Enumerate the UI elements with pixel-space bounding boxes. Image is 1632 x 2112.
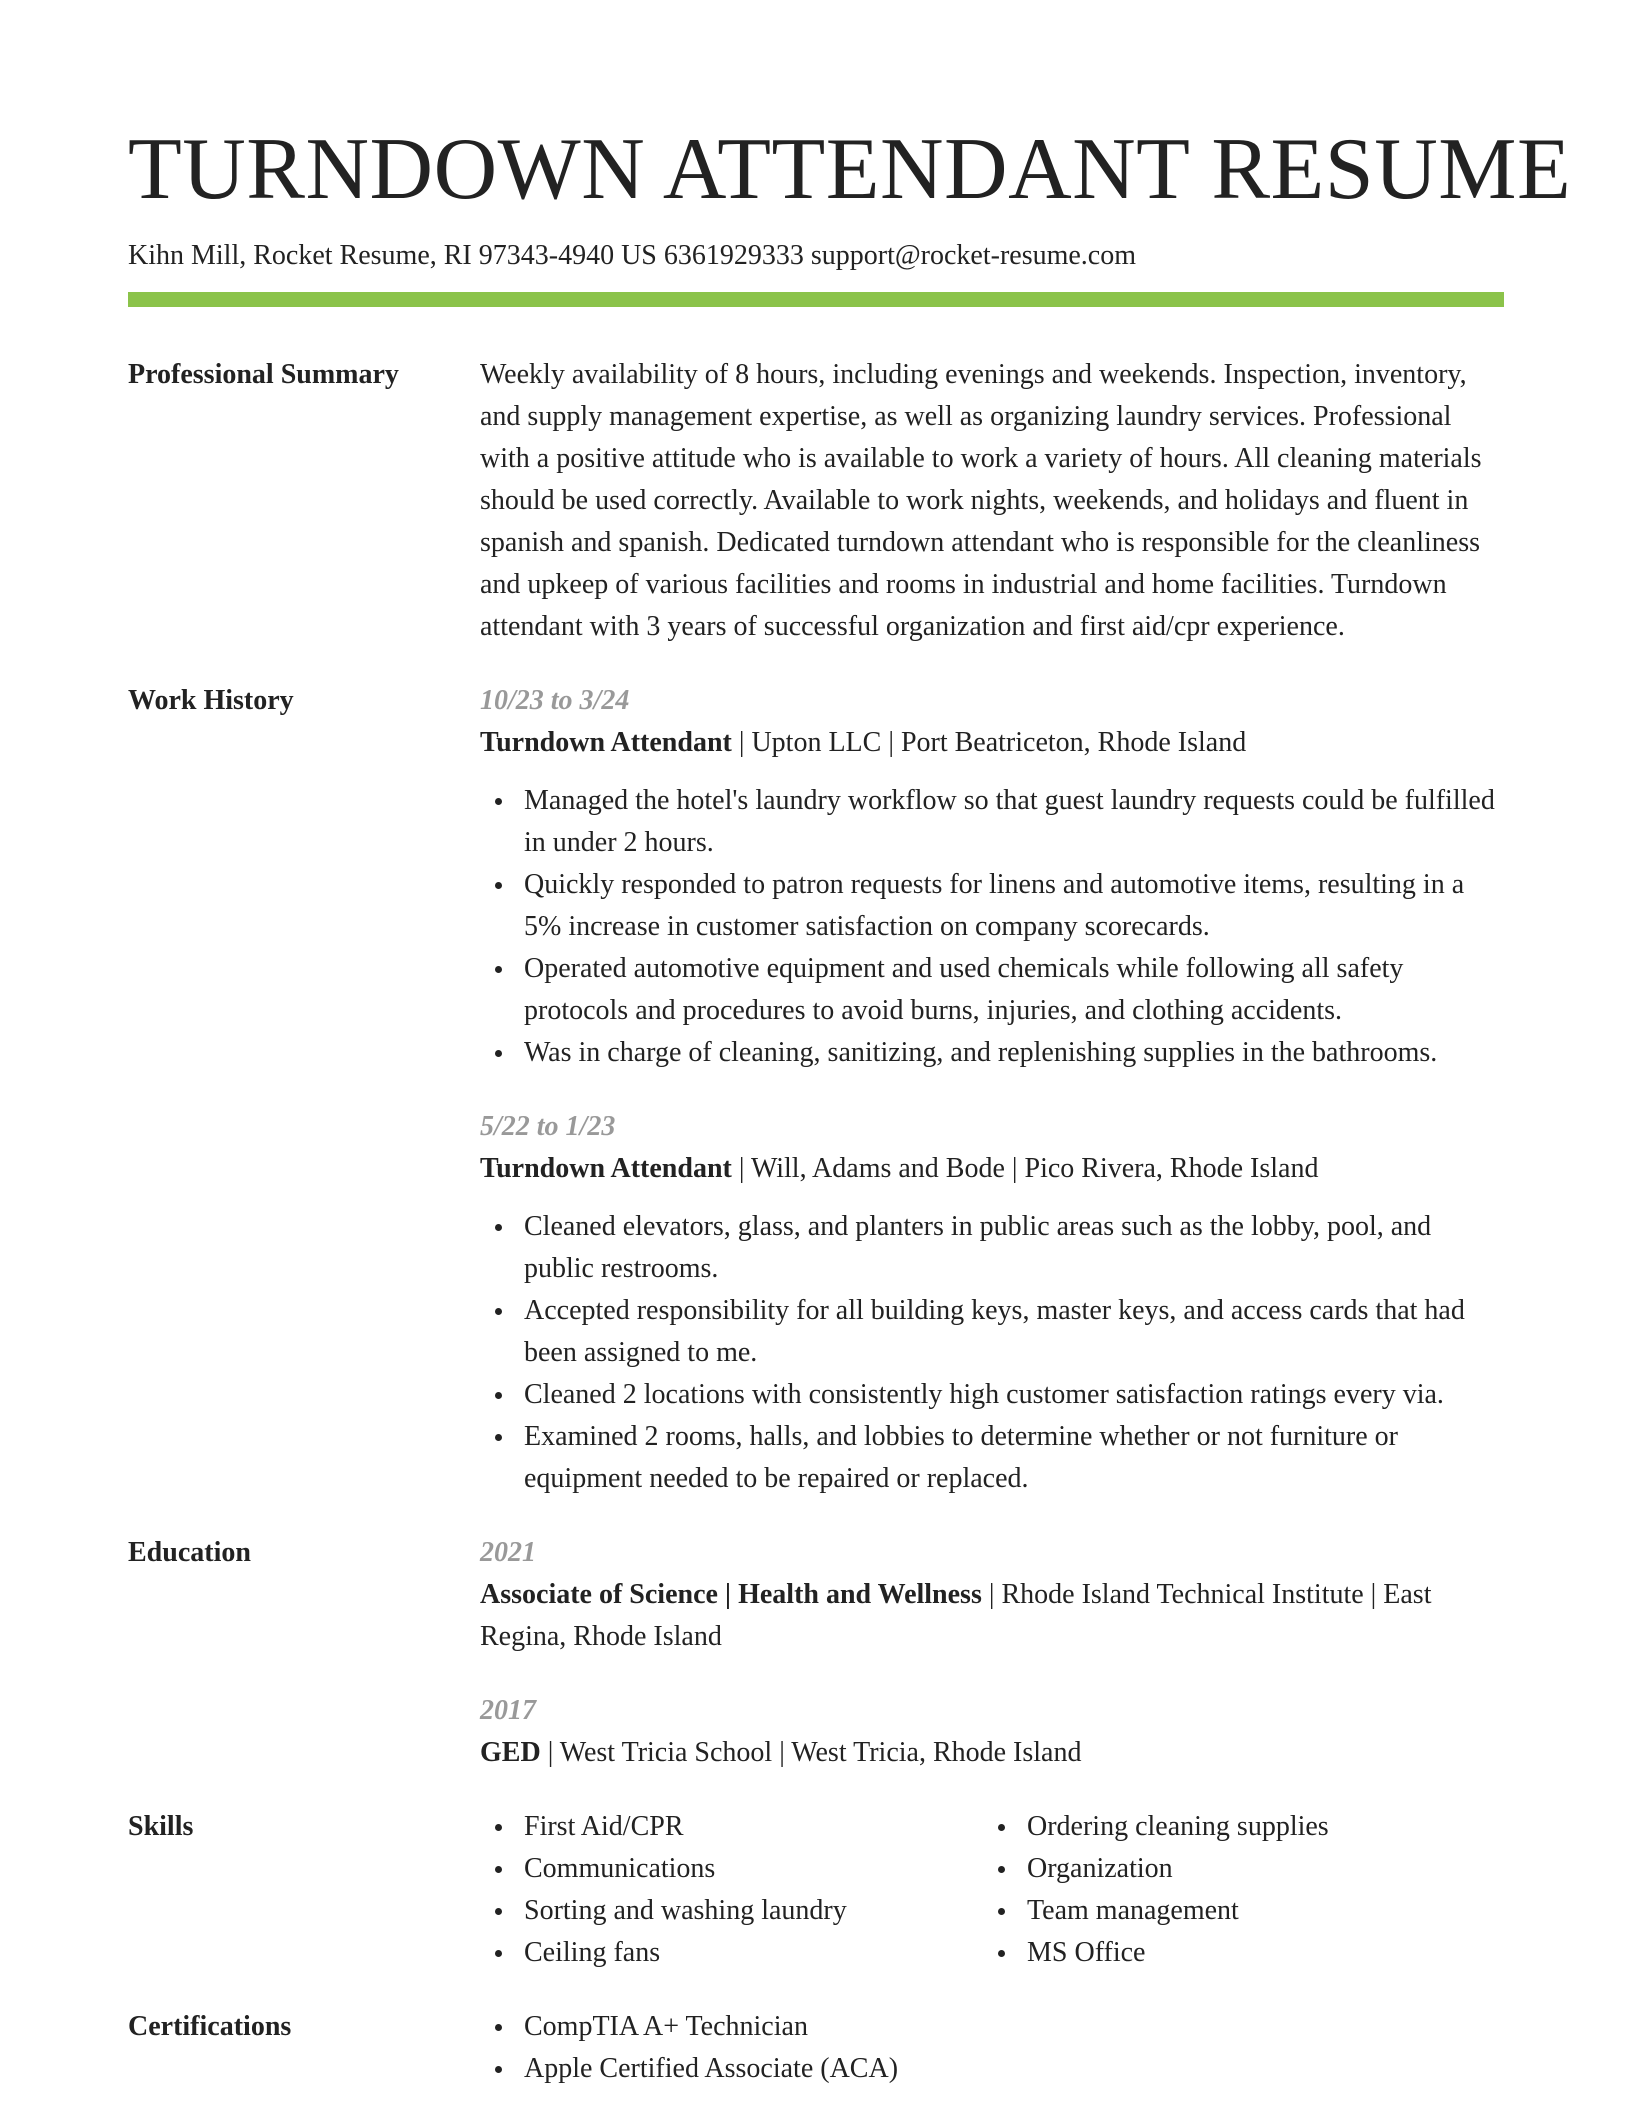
job-heading [480,1148,1504,1190]
job-details: | Upton LLC | Port Beatriceton, Rhode Island [731,727,1247,758]
job-title: Turndown Attendant [480,727,732,758]
degree-name: Associate of Science | Health and Wellness [480,1579,982,1610]
work-history-body [480,680,1504,1500]
school-details: | Rhode Island Technical Institute | East Regina, Rhode Island [480,1579,1432,1652]
job-dates: 5/22 to 1/23 [480,1111,616,1142]
list-item: Managed the hotel's laundry workflow so that guest laundry requests could be fulfilled in under 2 hours. [480,780,1504,864]
list-item: Apple Certified Associate (ACA) [480,2048,1504,2090]
list-item: Operated automotive equipment and used chemicals while following all safety protocols and procedures to avoid burns, injuries, and clothing accidents. [480,948,1504,1032]
list-item: Communications [480,1848,983,1890]
summary-text: Weekly availability of 8 hours, including evenings and weekends. Inspection, inventory, and supply management expertise, as well as organizing laundry services. Professional with a positive attitude who is available to work a variety of hours. All cleaning materials should be used correctly. Available to work nights, weekends, and holidays and fluent in spanish and spanish. Dedicated turndown attendant who is responsible for the cleanliness and upkeep of various facilities and rooms in industrial and home facilities. Turndown attendant with 3 years of successful organization and first aid/cpr experience. [480,359,1482,642]
list-item: Team management [983,1890,1486,1932]
skills-list-right [983,1806,1486,1974]
summary-section [128,354,1504,648]
list-item: Quickly responded to patron requests for linens and automotive items, resulting in a 5% increase in customer satisfaction on company scorecards. [480,864,1504,948]
skills-columns [480,1806,1504,1974]
accent-divider [128,292,1504,307]
list-item: First Aid/CPR [480,1806,983,1848]
education-heading [480,1574,1504,1658]
education-year: 2021 [480,1537,536,1568]
section-label: Certifications [128,2011,292,2042]
education-entry [480,1532,1504,1658]
list-item: Was in charge of cleaning, sanitizing, and replenishing supplies in the bathrooms. [480,1032,1504,1074]
list-item: Organization [983,1848,1486,1890]
list-item: Cleaned 2 locations with consistently high customer satisfaction ratings every via. [480,1374,1504,1416]
job-bullets [480,1206,1504,1500]
job-bullets [480,780,1504,1074]
list-item: CompTIA A+ Technician [480,2006,1504,2048]
list-item: Cleaned elevators, glass, and planters in public areas such as the lobby, pool, and public restrooms. [480,1206,1504,1290]
section-label: Education [128,1537,251,1568]
job-title: Turndown Attendant [480,1153,732,1184]
school-details: | West Tricia School | West Tricia, Rhode Island [540,1737,1082,1768]
skills-body [480,1806,1504,1974]
work-history-section [128,680,1504,1500]
job-entry [480,680,1504,1074]
contact-line: Kihn Mill, Rocket Resume, RI 97343-4940 US 6361929333 support@rocket-resume.com [128,240,1136,271]
education-heading [480,1732,1504,1774]
degree-name: GED [480,1737,541,1768]
job-entry [480,1106,1504,1500]
section-label: Work History [128,685,294,716]
job-details: | Will, Adams and Bode | Pico Rivera, Rhode Island [731,1153,1319,1184]
education-section [128,1532,1504,1774]
skills-section [128,1806,1504,1974]
job-dates: 10/23 to 3/24 [480,685,630,716]
list-item: Accepted responsibility for all building keys, master keys, and access cards that had been assigned to me. [480,1290,1504,1374]
resume-title: TURNDOWN ATTENDANT RESUME [128,121,1572,218]
list-item: Ceiling fans [480,1932,983,1974]
skills-list-left [480,1806,983,1974]
section-label: Professional Summary [128,359,399,390]
certifications-section [128,2006,1504,2090]
resume-page [128,0,1572,2090]
job-heading [480,722,1504,764]
section-label: Skills [128,1811,194,1842]
education-year: 2017 [480,1695,536,1726]
list-item: Ordering cleaning supplies [983,1806,1486,1848]
list-item: Examined 2 rooms, halls, and lobbies to determine whether or not furniture or equipment needed to be repaired or replaced. [480,1416,1504,1500]
list-item: MS Office [983,1932,1486,1974]
certifications-body [480,2006,1504,2090]
list-item: Sorting and washing laundry [480,1890,983,1932]
certifications-list [480,2006,1504,2090]
education-body [480,1532,1504,1774]
summary-body [480,354,1504,648]
education-entry [480,1690,1504,1774]
